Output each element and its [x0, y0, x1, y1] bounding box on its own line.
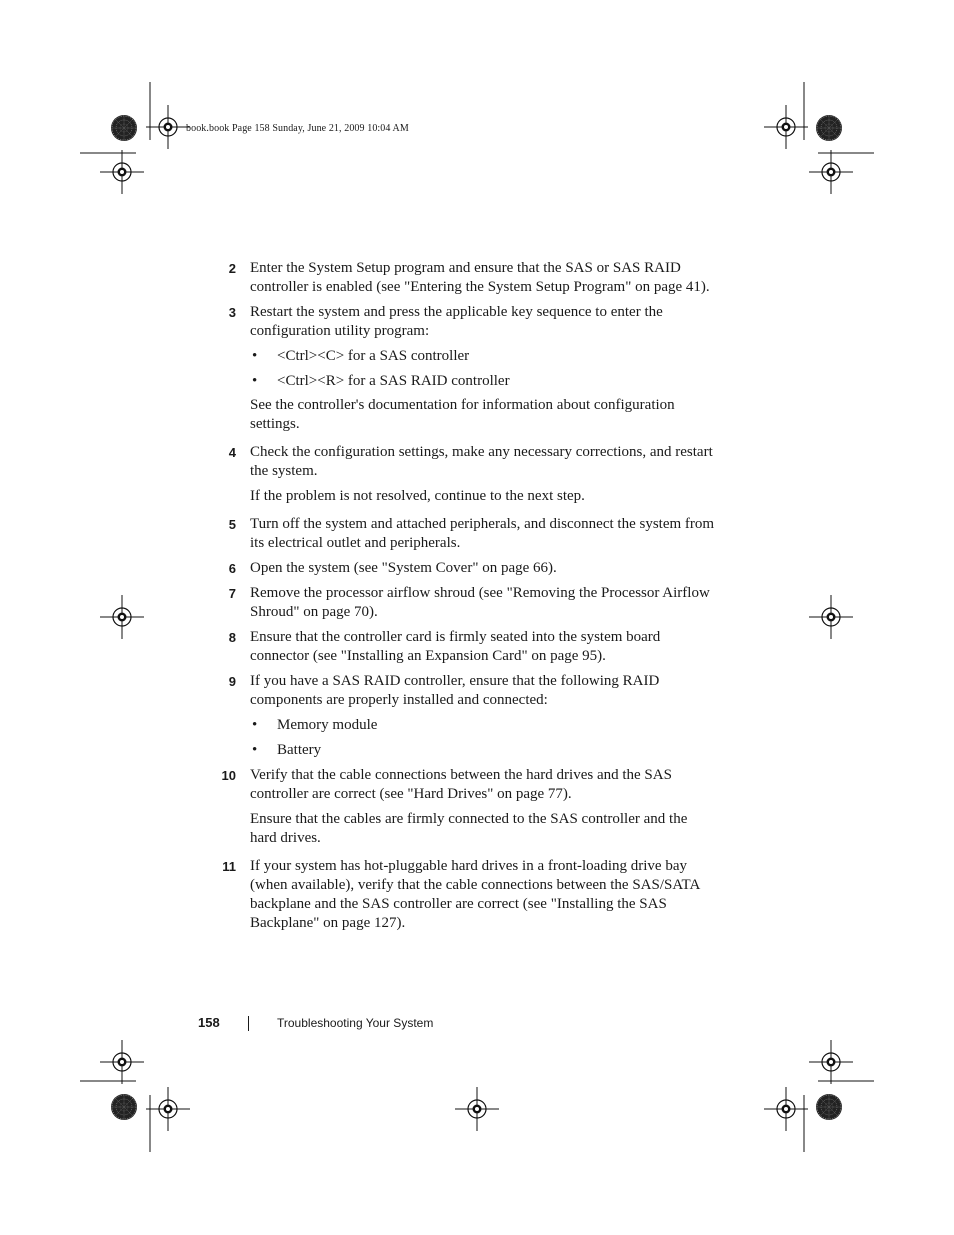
- bullet-text: <Ctrl><C> for a SAS controller: [277, 348, 470, 364]
- step-8: [228, 628, 716, 666]
- bullet-glyph: •: [252, 348, 258, 364]
- bullet-item: [250, 347, 717, 366]
- step-text: Ensure that the controller card is firmly seated into the system board connector (see "Installing an Expansion Card" on page 95).: [250, 629, 661, 664]
- step-text: If your system has hot-pluggable hard drives in a front-loading drive bay (when available), verify that the cable connections between the SAS/SATA backplane and the SAS controller are correct (see "Installing the SAS Backplane" on page 127).: [250, 858, 700, 931]
- step-number: 8: [228, 630, 236, 645]
- step-text: Restart the system and press the applicable key sequence to enter the configuration utility program:: [250, 304, 663, 339]
- step-text: Turn off the system and attached peripherals, and disconnect the system from its electrical outlet and peripherals.: [250, 516, 715, 551]
- step-number: 9: [228, 674, 236, 689]
- step-10: [221, 766, 716, 804]
- step-text: If you have a SAS RAID controller, ensure that the following RAID components are properly installed and connected:: [250, 673, 660, 708]
- troubleshooting-steps: [0, 259, 954, 933]
- step-9: [228, 672, 716, 710]
- step-number: 3: [228, 305, 236, 320]
- bullet-text: Battery: [277, 742, 322, 758]
- step-text: Check the configuration settings, make any necessary corrections, and restart the system.: [250, 444, 713, 479]
- section-title: Troubleshooting Your System: [277, 1016, 434, 1030]
- step-text: Remove the processor airflow shroud (see "Removing the Processor Airflow Shroud" on page 70).: [250, 585, 710, 620]
- step-3: [228, 303, 716, 341]
- page-number: 158: [198, 1015, 220, 1030]
- step-number: 7: [228, 586, 236, 601]
- step-number: 10: [221, 768, 236, 783]
- step-number: 5: [228, 517, 236, 532]
- step-6: [228, 559, 716, 578]
- step-number: 4: [228, 445, 236, 460]
- step-4: [228, 443, 716, 481]
- step-text: Verify that the cable connections between the hard drives and the SAS controller are correct (see "Hard Drives" on page 77).: [250, 767, 672, 802]
- footer-divider: [248, 1016, 249, 1031]
- bullet-item: [250, 372, 717, 391]
- bullet-item: [250, 741, 717, 760]
- step-2: [228, 259, 716, 297]
- step-number: 2: [228, 261, 236, 276]
- bullet-glyph: •: [252, 373, 258, 389]
- bullet-glyph: •: [252, 742, 258, 758]
- step-11: [222, 857, 716, 933]
- step-number: 6: [228, 561, 236, 576]
- step-text: Open the system (see "System Cover" on page 66).: [250, 560, 557, 576]
- step-7: [228, 584, 716, 622]
- step-5: [228, 515, 716, 553]
- bullet-text: <Ctrl><R> for a SAS RAID controller: [277, 373, 510, 389]
- bullet-glyph: •: [252, 717, 258, 733]
- step-number: 11: [222, 859, 236, 874]
- note-paragraph: See the controller's documentation for information about configuration settings.: [250, 397, 675, 432]
- note-paragraph: If the problem is not resolved, continue to the next step.: [250, 488, 585, 504]
- step-text: Enter the System Setup program and ensure that the SAS or SAS RAID controller is enabled (see "Entering the System Setup Program" on page 41).: [250, 260, 710, 295]
- bullet-text: Memory module: [277, 717, 378, 733]
- bullet-item: [250, 716, 717, 735]
- print-slug: book.book Page 158 Sunday, June 21, 2009 10:04 AM: [186, 123, 409, 134]
- note-paragraph: Ensure that the cables are firmly connected to the SAS controller and the hard drives.: [250, 811, 688, 846]
